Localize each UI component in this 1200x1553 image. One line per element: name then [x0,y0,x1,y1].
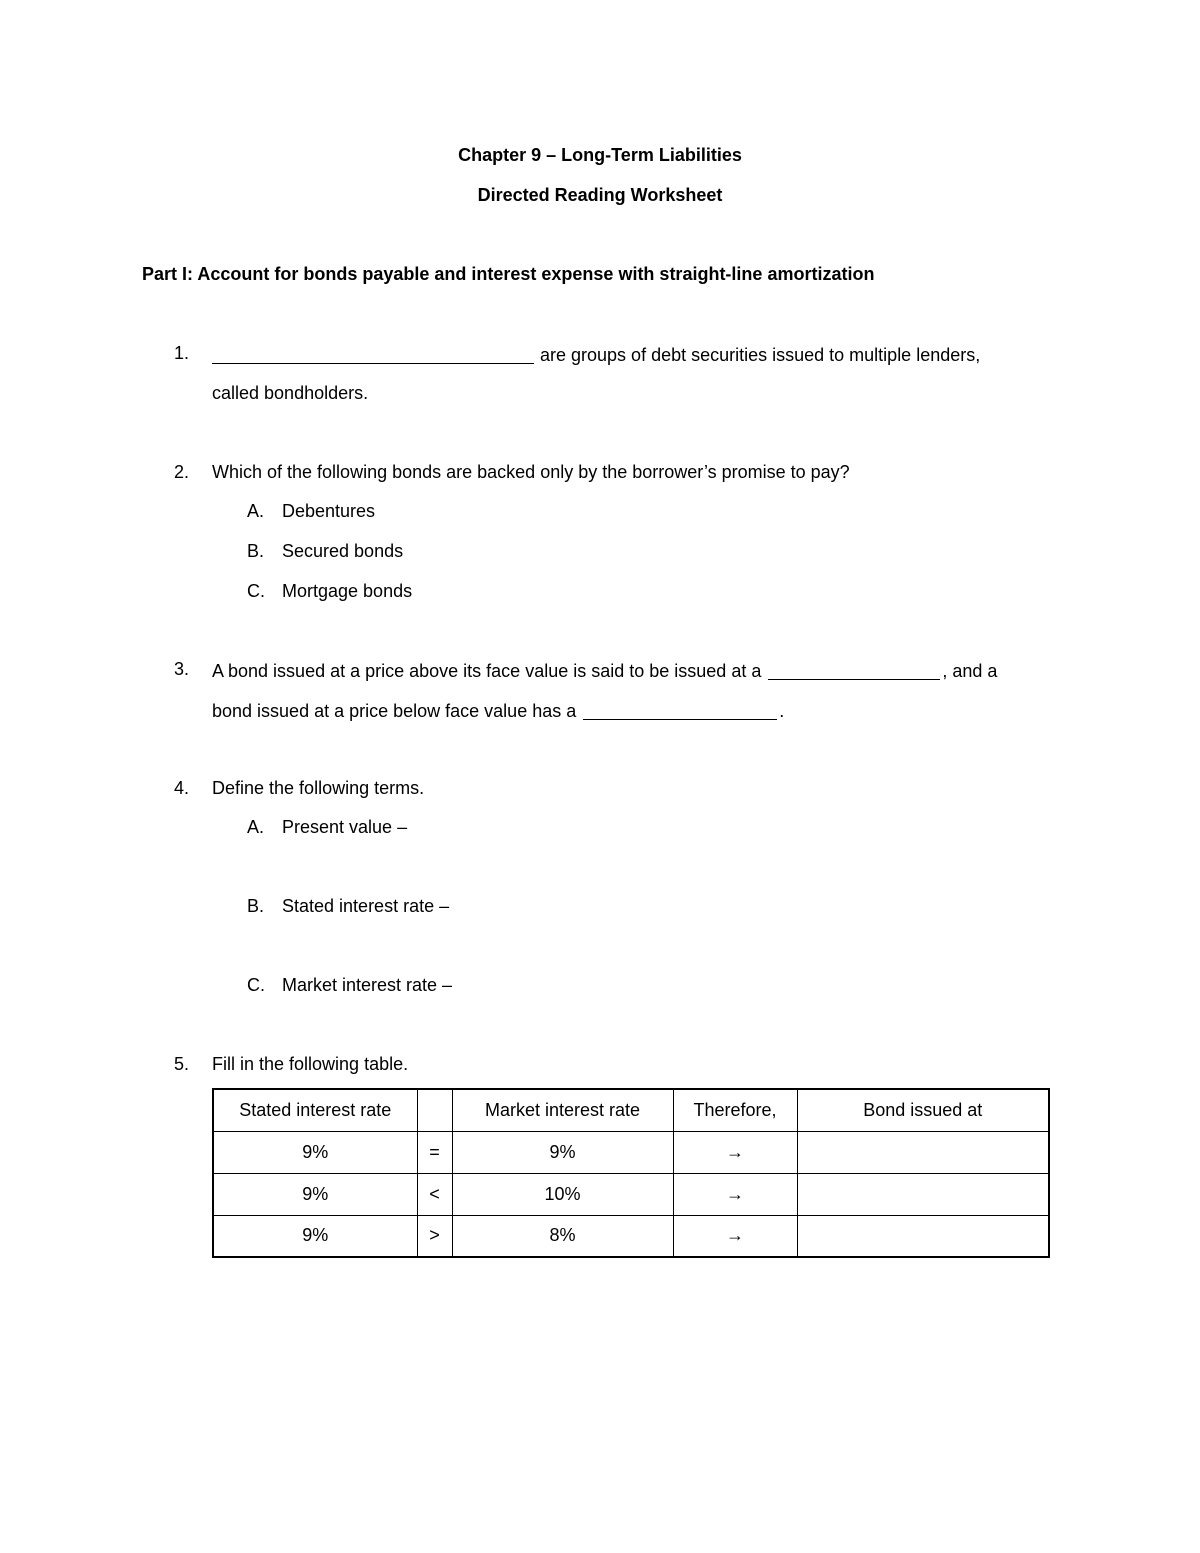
question-3-line-2 [212,699,784,722]
question-3-text: , and a [942,661,998,681]
table-header-cell: Bond issued at [797,1089,1049,1131]
question-3-line-1 [212,659,997,682]
table-cell: 10% [452,1173,673,1215]
question-1-text-cont: called bondholders. [212,383,369,403]
answer-cell[interactable] [797,1131,1049,1173]
table-cell: > [417,1215,452,1257]
question-number: 5. [174,1054,190,1074]
table-cell: 9% [213,1215,417,1257]
answer-cell[interactable] [797,1215,1049,1257]
term-text: Stated interest rate – [282,896,450,916]
table-header-cell [417,1089,452,1131]
question-5-text: Fill in the following table. [212,1054,409,1074]
table-header-cell: Market interest rate [452,1089,673,1131]
question-1-text: are groups of debt securities issued to multiple lenders, [540,345,981,365]
question-number: 2. [174,462,190,482]
question-4-text: Define the following terms. [212,778,425,798]
table-cell: 9% [452,1131,673,1173]
question-2-text: Which of the following bonds are backed only by the borrower’s promise to pay? [212,462,850,482]
term-text: Present value – [282,817,408,837]
table-row [213,1215,1049,1257]
question-number: 4. [174,778,190,798]
answer-blank[interactable] [768,662,940,680]
table-cell: 8% [452,1215,673,1257]
table-cell: 9% [213,1173,417,1215]
option-text: Secured bonds [282,541,404,561]
table-cell: 9% [213,1131,417,1173]
term-letter: A. [247,817,265,837]
page-title: Chapter 9 – Long-Term Liabilities [458,145,742,165]
term-text: Market interest rate – [282,975,453,995]
table-header-row [213,1089,1049,1131]
page-subtitle: Directed Reading Worksheet [477,185,723,205]
table-cell: = [417,1131,452,1173]
option-text: Mortgage bonds [282,581,413,601]
question-number: 1. [174,343,190,363]
term-letter: B. [247,896,265,916]
option-text: Debentures [282,501,376,521]
table-cell: < [417,1173,452,1215]
table-header-cell: Stated interest rate [213,1089,417,1131]
question-3-text: bond issued at a price below face value has a [212,701,577,721]
answer-blank[interactable] [583,702,777,720]
option-letter: C. [247,581,265,601]
table-row [213,1173,1049,1215]
term-letter: C. [247,975,265,995]
question-3-text: A bond issued at a price above its face value is said to be issued at a [212,661,762,681]
interest-rate-table [212,1088,1050,1258]
arrow-icon: → [673,1173,797,1215]
question-number: 3. [174,659,190,679]
table-row [213,1131,1049,1173]
answer-cell[interactable] [797,1173,1049,1215]
option-letter: B. [247,541,265,561]
answer-blank[interactable] [212,346,534,364]
arrow-icon: → [673,1215,797,1257]
option-letter: A. [247,501,265,521]
table-header-cell: Therefore, [673,1089,797,1131]
question-3-text: . [779,701,785,721]
part-heading: Part I: Account for bonds payable and interest expense with straight-line amortization [142,264,875,284]
question-1-line-1 [212,343,980,366]
arrow-icon: → [673,1131,797,1173]
